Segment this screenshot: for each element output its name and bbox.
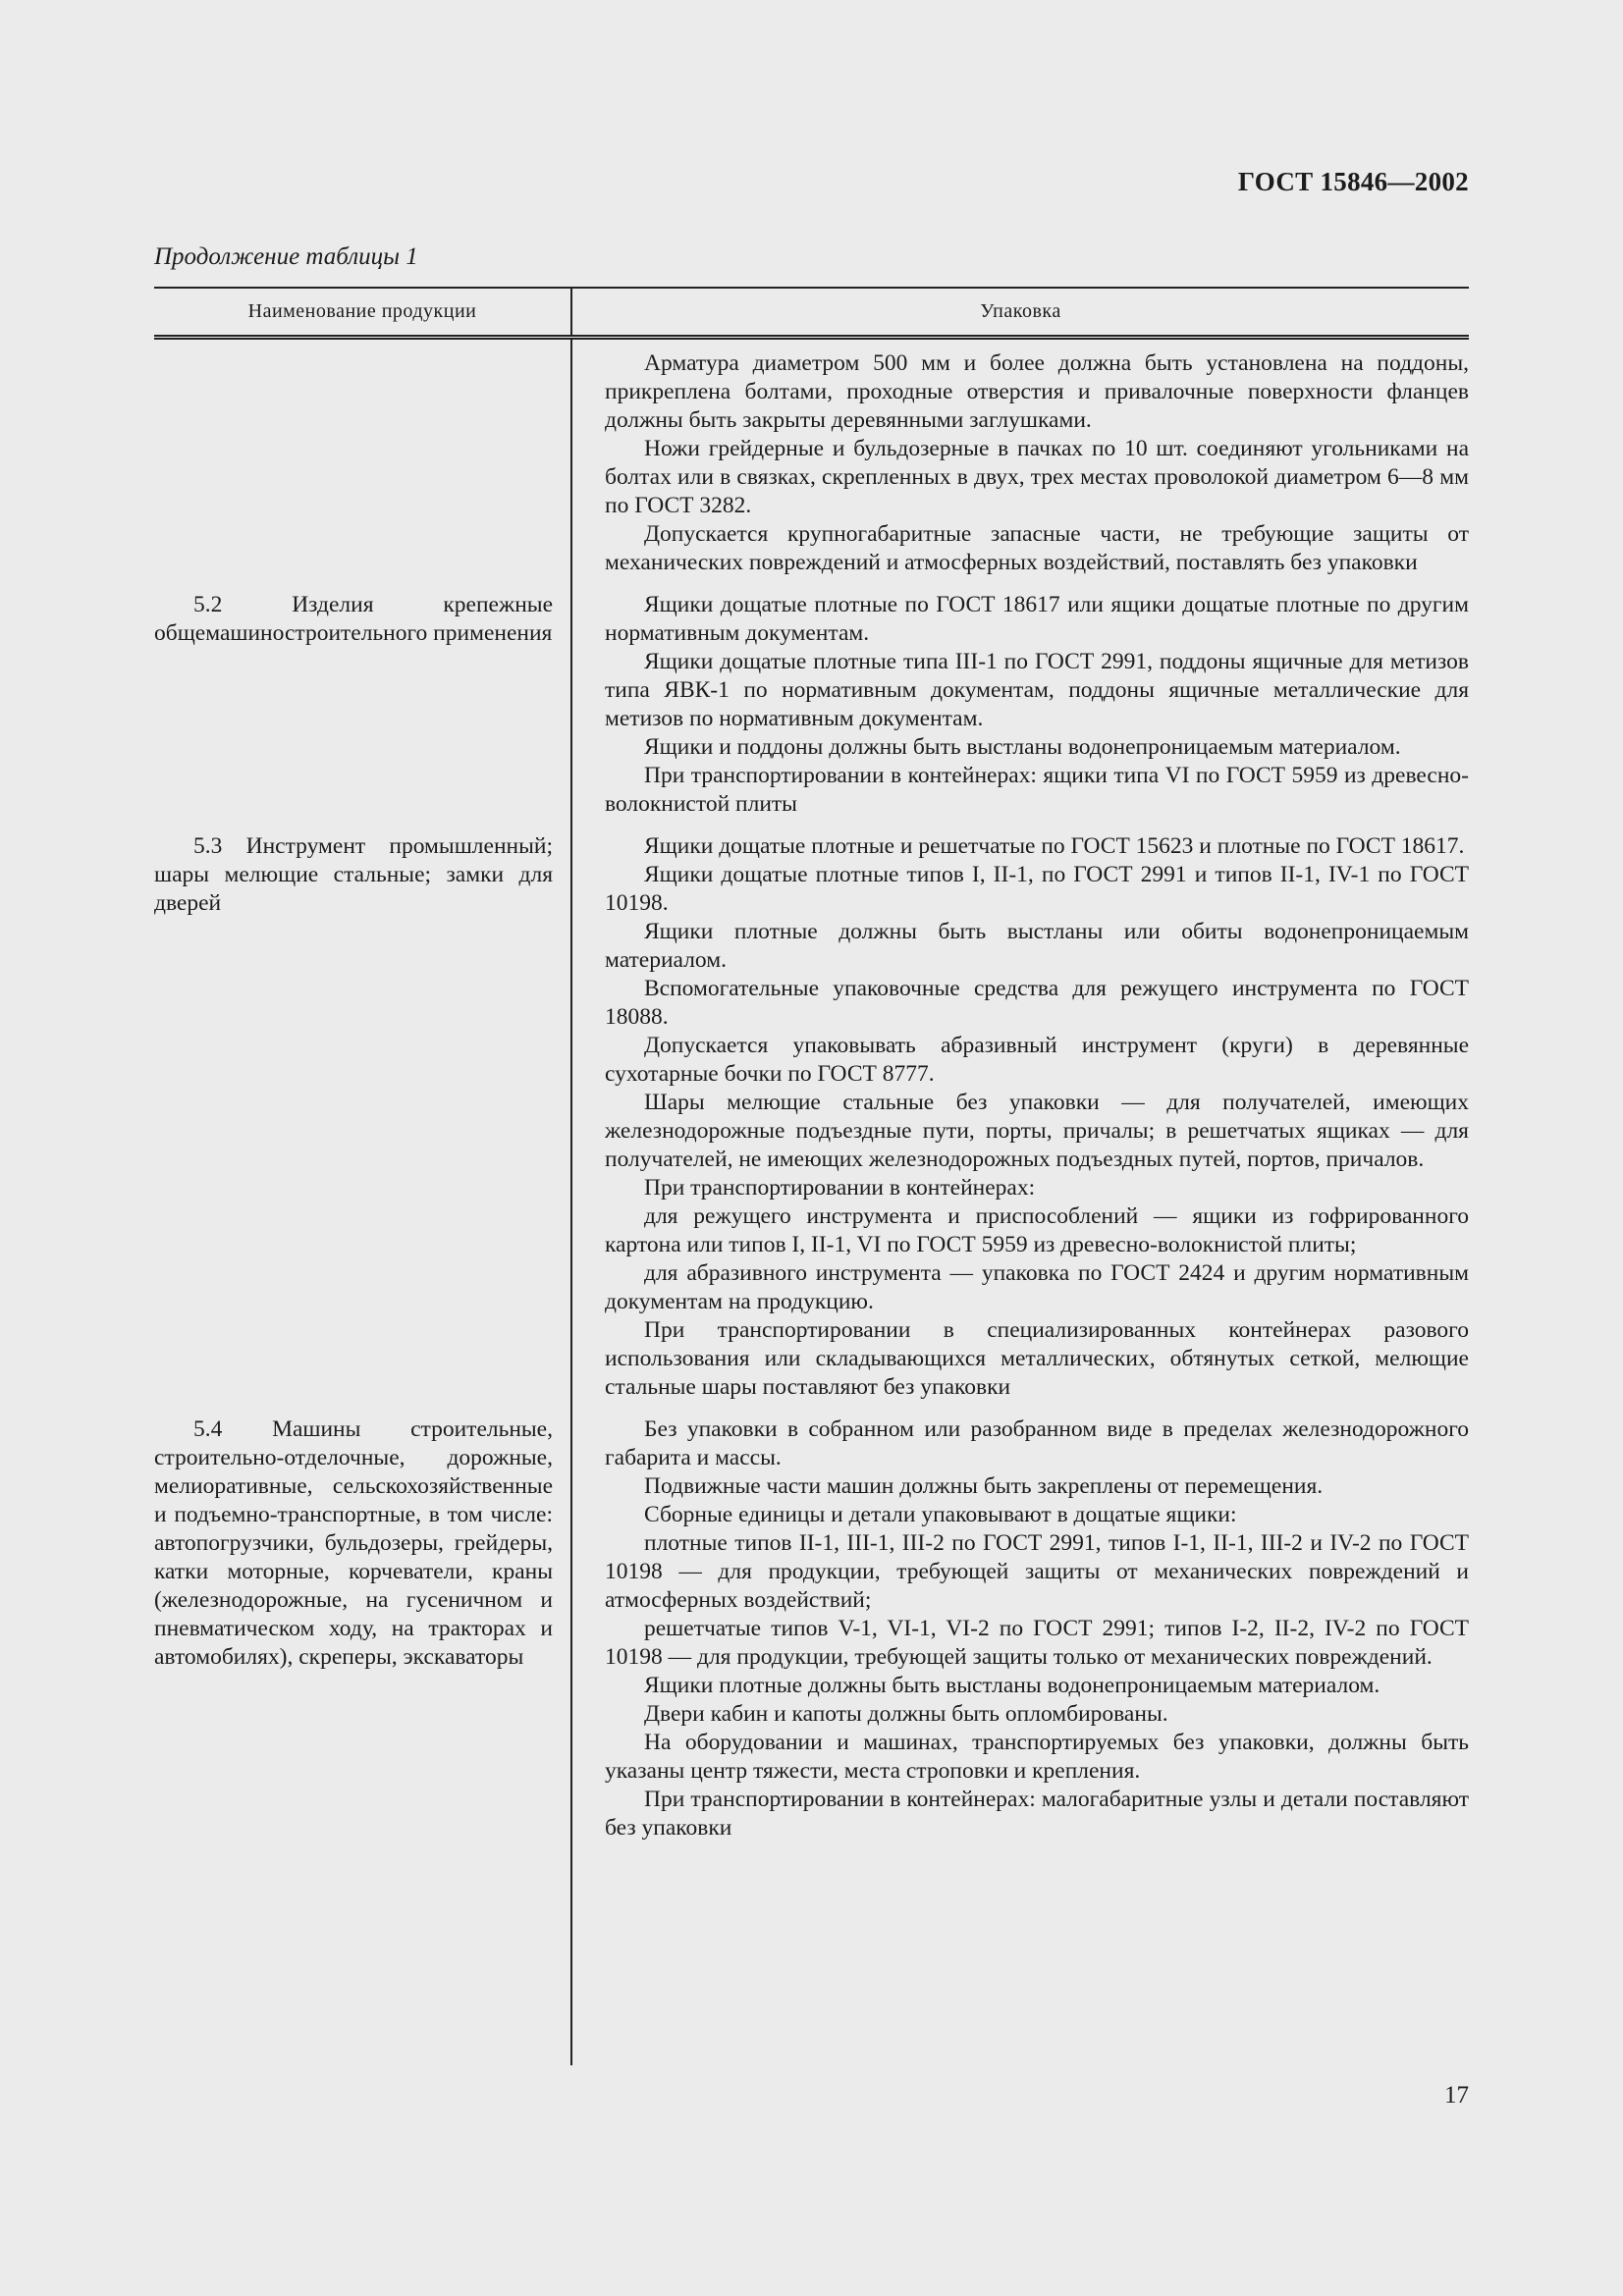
packaging-paragraph: для режущего инструмента и приспособлений — ящики из гофрированного картона или типов I, II-1, VI по ГОСТ 5959 из древесно-волокнистой плиты; [605,1203,1469,1257]
table-row [154,591,1469,819]
table-row [154,832,1469,1402]
packaging-cell [570,591,1469,819]
table-row [154,1415,1469,1842]
packaging-paragraph: Допускается крупногабаритные запасные части, не требующие защиты от механических повреждений и атмосферных воздействий, поставлять без упаковки [605,521,1469,575]
column-header-packaging: Упаковка [980,300,1061,322]
packaging-paragraph: Ящики дощатые плотные по ГОСТ 18617 или ящики дощатые плотные по другим нормативным документам. [605,592,1469,646]
packaging-paragraph: Сборные единицы и детали упаковывают в дощатые ящики: [644,1502,1237,1527]
product-cell [154,1415,570,1842]
packaging-paragraph: решетчатые типов V-1, VI-1, VI-2 по ГОСТ 2991; типов I-2, II-2, IV-2 по ГОСТ 10198 — для продукции, требующей защиты только от механических повреждений. [605,1616,1469,1670]
packaging-cell [570,832,1469,1402]
packaging-paragraph: Ящики дощатые плотные типа III-1 по ГОСТ 2991, поддоны ящичные для метизов типа ЯВК-1 по нормативным документам, поддоны ящичные металлические для метизов по нормативным документам. [605,649,1469,731]
packaging-paragraph: При транспортировании в специализированных контейнерах разового использования или складывающихся металлических, обтянутых сеткой, мелющие стальные шары поставляют без упаковки [605,1317,1469,1400]
page-number: 17 [1444,2082,1469,2109]
product-cell [154,832,570,1402]
product-cell [154,349,570,577]
packaging-paragraph: Подвижные части машин должны быть закреплены от перемещения. [644,1473,1324,1499]
packaging-paragraph: Ящики дощатые плотные типов I, II-1, по ГОСТ 2991 и типов II-1, IV-1 по ГОСТ 10198. [605,862,1469,916]
packaging-table [154,287,1469,1842]
table-caption: Продолжение таблицы 1 [154,243,418,270]
packaging-paragraph: При транспортировании в контейнерах: ящики типа VI по ГОСТ 5959 из древесно-волокнистой плиты [605,763,1469,817]
table-header [154,287,1469,340]
packaging-paragraph: Ножи грейдерные и бульдозерные в пачках по 10 шт. соединяют угольниками на болтах или в связках, скрепленных в двух, трех местах проволокой диаметром 6—8 мм по ГОСТ 3282. [605,436,1469,518]
packaging-paragraph: для абразивного инструмента — упаковка по ГОСТ 2424 и другим нормативным документам на продукцию. [605,1260,1469,1314]
packaging-paragraph: При транспортировании в контейнерах: малогабаритные узлы и детали поставляют без упаковки [605,1787,1469,1841]
packaging-paragraph: плотные типов II-1, III-1, III-2 по ГОСТ 2991, типов I-1, II-1, III-2 и IV-2 по ГОСТ 10198 — для продукции, требующей защиты от механических повреждений и атмосферных воздействий; [605,1530,1469,1613]
packaging-cell [570,1415,1469,1842]
table-row [154,340,1469,577]
packaging-paragraph: Арматура диаметром 500 мм и более должна быть установлена на поддоны, прикреплена болтами, проходные отверстия и привалочные поверхности фланцев должны быть закрыты деревянными заглушками. [605,350,1469,433]
packaging-paragraph: При транспортировании в контейнерах: [644,1175,1036,1201]
product-name: 5.2 Изделия крепежные общемашиностроительного применения [154,592,553,646]
packaging-paragraph: Шары мелющие стальные без упаковки — для получателей, имеющих железнодорожные подъездные пути, порты, причалы; в решетчатых ящиках — для получателей, не имеющих железнодорожных подъездных путей, портов, причалов. [605,1090,1469,1172]
packaging-paragraph: Двери кабин и капоты должны быть опломбированы. [644,1701,1168,1727]
column-header-product: Наименование продукции [154,289,572,335]
packaging-paragraph: Ящики плотные должны быть выстланы водонепроницаемым материалом. [644,1673,1380,1698]
packaging-paragraph: На оборудовании и машинах, транспортируемых без упаковки, должны быть указаны центр тяжести, места строповки и крепления. [605,1730,1469,1784]
packaging-paragraph: Ящики дощатые плотные и решетчатые по ГОСТ 15623 и плотные по ГОСТ 18617. [644,833,1465,859]
product-name: 5.4 Машины строительные, строительно-отделочные, дорожные, мелиоративные, сельскохозяйственные и подъемно-транспортные, в том числе: автопогрузчики, бульдозеры, грейдеры, катки моторные, корчеватели, краны (железнодорожные, на гусеничном и пневматическом ходу, на тракторах и автомобилях), скреперы, экскаваторы [154,1416,553,1670]
product-cell [154,591,570,819]
table-body [154,340,1469,1842]
product-name: 5.3 Инструмент промышленный; шары мелющие стальные; замки для дверей [154,833,553,916]
packaging-paragraph: Вспомогательные упаковочные средства для режущего инструмента по ГОСТ 18088. [605,976,1469,1030]
document-code: ГОСТ 15846—2002 [1237,167,1469,196]
packaging-paragraph: Ящики плотные должны быть выстланы или обиты водонепроницаемым материалом. [605,919,1469,973]
packaging-paragraph: Допускается упаковывать абразивный инструмент (круги) в деревянные сухотарные бочки по ГОСТ 8777. [605,1033,1469,1087]
packaging-cell [570,349,1469,577]
packaging-paragraph: Ящики и поддоны должны быть выстланы водонепроницаемым материалом. [644,734,1401,760]
packaging-paragraph: Без упаковки в собранном или разобранном виде в пределах железнодорожного габарита и массы. [605,1416,1469,1470]
